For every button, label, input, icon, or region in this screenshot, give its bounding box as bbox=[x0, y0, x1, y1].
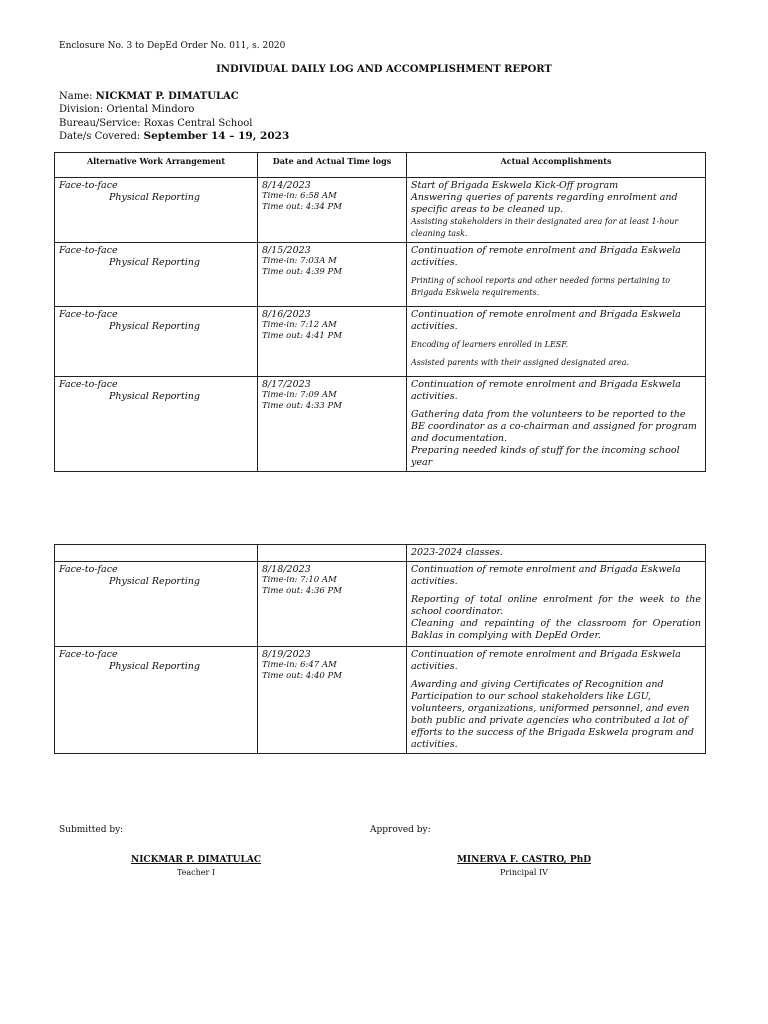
name-label: Name: bbox=[59, 91, 93, 102]
mode-sub-text: Physical Reporting bbox=[109, 321, 201, 332]
name-value: NICKMAT P. DIMATULAC bbox=[95, 91, 239, 102]
bureau-row bbox=[59, 117, 289, 130]
approver-position: Principal IV bbox=[500, 868, 548, 877]
log-date: 8/17/2023 bbox=[262, 379, 311, 390]
work-arrangement-cell bbox=[55, 562, 258, 647]
division-label: Division: bbox=[59, 104, 104, 116]
log-table-1 bbox=[54, 152, 706, 472]
table-row bbox=[55, 562, 706, 647]
accomplishment-item: Awarding and giving Certificates of Recognition and Participation to our school stakeholders like LGU, volunteers, organizations, uniformed personnel, and even both public and private agencies who contributed a lot of efforts to the success of the Brigada Eskwela program and activities. bbox=[411, 679, 694, 750]
time-log-cell bbox=[258, 178, 407, 243]
header-time-logs: Date and Actual Time logs bbox=[258, 153, 407, 178]
table-row-continued bbox=[55, 545, 706, 562]
log-date: 8/14/2023 bbox=[262, 180, 311, 191]
division-value: Oriental Mindoro bbox=[106, 104, 195, 116]
accomplishment-item: Answering queries of parents regarding enrolment and specific areas to be cleaned up. bbox=[411, 192, 678, 215]
log-date: 8/18/2023 bbox=[262, 564, 311, 575]
work-arrangement-cell bbox=[55, 307, 258, 377]
accomplishment-cell bbox=[407, 178, 706, 243]
accomplishment-cell bbox=[407, 377, 706, 472]
mode-sub-text: Physical Reporting bbox=[109, 661, 201, 672]
time-in: Time-in: 7:10 AM bbox=[262, 575, 337, 585]
submitted-by-label: Submitted by: bbox=[59, 825, 124, 835]
continued-accomplishment-cell bbox=[407, 545, 706, 562]
time-in: Time-in: 7:12 AM bbox=[262, 320, 337, 330]
table-row bbox=[55, 307, 706, 377]
bureau-label: Bureau/Service: bbox=[59, 117, 141, 129]
accomplishment-item: Start of Brigada Eskwela Kick-Off program bbox=[411, 180, 619, 191]
mode-text: Face-to-face bbox=[59, 564, 118, 575]
time-out: Time out: 4:39 PM bbox=[262, 267, 342, 277]
header-work-arrangement: Alternative Work Arrangement bbox=[55, 153, 258, 178]
empty-cell bbox=[55, 545, 258, 562]
table-row bbox=[55, 377, 706, 472]
mode-text: Face-to-face bbox=[59, 309, 118, 320]
time-log-cell bbox=[258, 243, 407, 307]
time-log-cell bbox=[258, 647, 407, 754]
time-log-cell bbox=[258, 307, 407, 377]
accomplishment-item: Reporting of total online enrolment for the week to the school coordinator. bbox=[411, 594, 701, 617]
approver-name: MINERVA F. CASTRO, PhD bbox=[456, 855, 592, 865]
time-in: Time-in: 7:03A M bbox=[262, 256, 337, 266]
time-out: Time out: 4:41 PM bbox=[262, 331, 342, 341]
accomplishment-item: Encoding of learners enrolled in LESF. bbox=[411, 340, 569, 349]
mode-text: Face-to-face bbox=[59, 649, 118, 660]
mode-sub-text: Physical Reporting bbox=[109, 257, 201, 268]
work-arrangement-cell bbox=[55, 647, 258, 754]
time-out: Time out: 4:36 PM bbox=[262, 586, 342, 596]
continued-text: 2023-2024 classes. bbox=[411, 547, 503, 558]
dates-label: Date/s Covered: bbox=[59, 131, 141, 143]
log-date: 8/16/2023 bbox=[262, 309, 311, 320]
mode-text: Face-to-face bbox=[59, 245, 118, 256]
accomplishment-item: Continuation of remote enrolment and Brigada Eskwela activities. bbox=[411, 309, 681, 332]
table-row bbox=[55, 647, 706, 754]
mode-sub-text: Physical Reporting bbox=[109, 576, 201, 587]
table-row bbox=[55, 243, 706, 307]
accomplishment-item: Preparing needed kinds of stuff for the incoming school year bbox=[411, 445, 680, 468]
log-table-2 bbox=[54, 544, 706, 754]
accomplishment-item: Continuation of remote enrolment and Brigada Eskwela activities. bbox=[411, 564, 681, 587]
accomplishment-cell bbox=[407, 562, 706, 647]
mode-text: Face-to-face bbox=[59, 180, 118, 191]
empty-cell bbox=[258, 545, 407, 562]
submitter-name: NICKMAR P. DIMATULAC bbox=[130, 855, 261, 865]
accomplishment-item: Assisted parents with their assigned designated area. bbox=[411, 358, 630, 367]
accomplishment-item: Assisting stakeholders in their designated area for at least 1-hour cleaning task. bbox=[411, 217, 679, 238]
time-in: Time-in: 6:47 AM bbox=[262, 660, 337, 670]
accomplishment-item: Gathering data from the volunteers to be reported to the BE coordinator as a co-chairman and assigned for program and documentation. bbox=[411, 409, 697, 444]
work-arrangement-cell bbox=[55, 178, 258, 243]
work-arrangement-cell bbox=[55, 243, 258, 307]
approved-by-label: Approved by: bbox=[370, 825, 431, 835]
dates-value: September 14 – 19, 2023 bbox=[143, 130, 290, 143]
table-header-row bbox=[55, 153, 706, 178]
accomplishment-cell bbox=[407, 243, 706, 307]
employee-info bbox=[59, 90, 289, 144]
time-log-cell bbox=[258, 377, 407, 472]
mode-sub-text: Physical Reporting bbox=[109, 192, 201, 203]
dates-row bbox=[59, 130, 289, 143]
accomplishment-cell bbox=[407, 647, 706, 754]
header-accomplishments: Actual Accomplishments bbox=[407, 153, 706, 178]
mode-text: Face-to-face bbox=[59, 379, 118, 390]
accomplishment-item: Continuation of remote enrolment and Brigada Eskwela activities. bbox=[411, 649, 681, 672]
accomplishment-item: Cleaning and repainting of the classroom for Operation Baklas in complying with DepEd Order. bbox=[411, 618, 701, 641]
accomplishment-item: Continuation of remote enrolment and Brigada Eskwela activities. bbox=[411, 379, 681, 402]
time-log-cell bbox=[258, 562, 407, 647]
time-out: Time out: 4:34 PM bbox=[262, 202, 342, 212]
bureau-value: Roxas Central School bbox=[143, 117, 253, 129]
report-title: INDIVIDUAL DAILY LOG AND ACCOMPLISHMENT REPORT bbox=[216, 64, 552, 75]
accomplishment-item: Continuation of remote enrolment and Brigada Eskwela activities. bbox=[411, 245, 681, 268]
name-row bbox=[59, 90, 289, 103]
log-date: 8/15/2023 bbox=[262, 245, 311, 256]
division-row bbox=[59, 103, 289, 116]
mode-sub-text: Physical Reporting bbox=[109, 391, 201, 402]
table-row bbox=[55, 178, 706, 243]
accomplishment-item: Printing of school reports and other needed forms pertaining to Brigada Eskwela requirements. bbox=[411, 276, 671, 297]
time-in: Time-in: 6:58 AM bbox=[262, 191, 337, 201]
log-date: 8/19/2023 bbox=[262, 649, 311, 660]
accomplishment-cell bbox=[407, 307, 706, 377]
time-out: Time out: 4:33 PM bbox=[262, 401, 342, 411]
time-out: Time out: 4:40 PM bbox=[262, 671, 342, 681]
enclosure-note: Enclosure No. 3 to DepEd Order No. 011, s. 2020 bbox=[59, 41, 286, 51]
time-in: Time-in: 7:09 AM bbox=[262, 390, 337, 400]
submitter-position: Teacher I bbox=[176, 868, 216, 877]
work-arrangement-cell bbox=[55, 377, 258, 472]
